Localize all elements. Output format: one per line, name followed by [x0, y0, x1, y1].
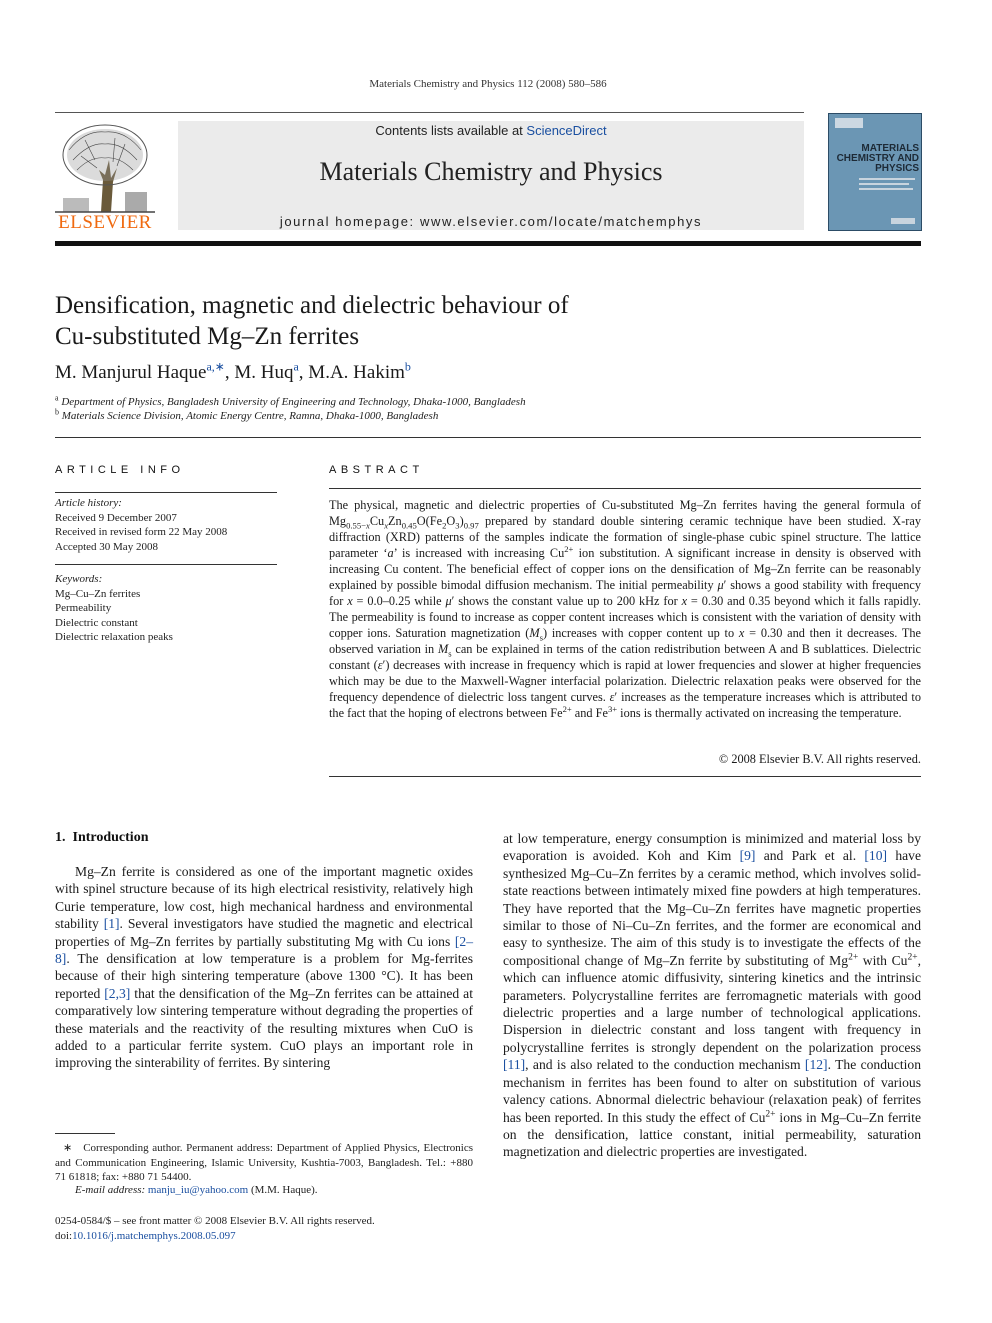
author-name[interactable]: M. Huq [234, 362, 294, 383]
citation-link[interactable]: [9] [739, 848, 756, 864]
cover-title: MATERIALS CHEMISTRY AND PHYSICS [836, 143, 919, 174]
keyword-item: Dielectric constant [55, 616, 138, 629]
elsevier-tree-icon [55, 120, 155, 215]
article-history: Article history: Received 9 December 2007 Received in revised form 22 May 2008 Accepted 30 May 2008 [55, 497, 228, 553]
cover-logo [835, 118, 863, 128]
elsevier-wordmark: ELSEVIER [58, 212, 152, 233]
doi-link[interactable]: 10.1016/j.matchemphys.2008.05.097 [72, 1229, 236, 1242]
keyword-item: Permeability [55, 602, 112, 614]
footnote-corresponding: ∗ Corresponding author. Permanent address: Department of Applied Physics, Electronics and Communication Engineering, Islamic University, Kushtia-7003, Bangladesh. Tel.: +880 71 61818; fax: +880 71 54400. [55, 1142, 474, 1183]
keywords: Keywords: Mg–Cu–Zn ferrites Permeability Dielectric constant Dielectric relaxation peaks [55, 573, 173, 643]
citation-link[interactable]: [10] [864, 848, 888, 864]
front-matter [55, 1214, 375, 1243]
journal-header-box [178, 121, 804, 230]
citation-link[interactable]: [2–8] [55, 933, 473, 967]
author-affil-mark[interactable]: a,∗ [206, 359, 225, 374]
article-title-line2: Cu-substituted Mg–Zn ferrites [55, 323, 360, 350]
keyword-item: Dielectric relaxation peaks [55, 631, 173, 643]
footnote-rule [55, 1133, 115, 1134]
citation-link[interactable]: [1] [103, 916, 120, 932]
author-affil-mark[interactable]: b [404, 359, 411, 374]
header-thick-rule [55, 241, 921, 246]
sciencedirect-link[interactable]: ScienceDirect [526, 123, 607, 138]
affiliation-b: $^b$ Materials Science Division, Atomic Energy Centre, Ramna, Dhaka-1000, Bangladesh [55, 407, 439, 422]
abstract-copyright: © 2008 Elsevier B.V. All rights reserved. [718, 752, 921, 766]
homepage-line [178, 214, 804, 229]
citation-link[interactable]: [11] [503, 1057, 526, 1073]
intro-paragraph-left: Mg–Zn ferrite is considered as one of the important magnetic oxides with spinel structure because of its high electrical resistivity, relatively high Curie temperature, low cost, high mechanical hardness and environmental stability [1]. Several investigators have studied the magnetic and electrical properties of Mg–Zn ferrites by partially substituting Mg with Cu ions [2–8]. The densification at low temperature is a problem for Mg-ferrites because of their high sintering temperature (above 1300 °C). It has been reported [2,3] that the densification of the Mg–Zn ferrites can be attained at comparatively low sintering temperature without degrading the properties of these materials and the reactivity of the resulting mixtures when CuO is added to a particular ferrite system. CuO plays an important role in improving the sinterability of ferrites. By sintering [55, 864, 473, 1071]
author-name[interactable]: M. Manjurul Haque [55, 362, 207, 383]
issn-line: 0254-0584/$ – see front matter © 2008 Elsevier B.V. All rights reserved. [55, 1215, 375, 1227]
journal-title: Materials Chemistry and Physics [319, 157, 663, 186]
email-link[interactable]: manju_iu@yahoo.com [147, 1184, 249, 1196]
author-list: M. Manjurul Haque$^{a,∗}$, M. Huq$^a$, M.A. Hakim$^b$ [55, 359, 411, 383]
footnote-email: E-mail address: manju_iu@yahoo.com (M.M. Haque). [75, 1184, 318, 1196]
author-name[interactable]: M.A. Hakim [308, 362, 405, 383]
article-info-heading: ARTICLE INFO [55, 464, 185, 476]
contents-prefix: Contents lists available at [375, 123, 527, 138]
article-title [55, 290, 569, 352]
citation-link[interactable]: [12] [804, 1057, 828, 1073]
abstract-body: The physical, magnetic and dielectric properties of Cu-substituted Mg–Zn ferrites having the general formula of $Mg_{0.55-x}Cu_xZn_{0.45}O(Fe_2O_3)_{0.97}$ prepared by standard double sintering ceramic technique have been studied. X-ray diffraction (XRD) patterns of the samples indicate the formation of single-phase cubic spinel structure. The lattice parameter ‘a’ is increased with increasing $Cu^{2+}$ ion substitution. A significant increase in density is observed with increasing Cu content. The beneficial effect of copper ions on the densification of Mg–Zn ferrite can be reasonably explained by possible bimodal diffusion mechanism. The initial permeability μ′ shows a good stability with frequency for x = 0.0–0.25 while μ′ shows the constant value up to 200 kHz for x = 0.30 and 0.35 beyond which it falls rapidly. The permeability is found to increase as copper content increases which is consistent with the variation of density with copper ions. Saturation magnetization $(M_s)$ increases with copper content up to x = 0.30 and then it decreases. The observed variation in $M_s$ can be explained in terms of the cation redistribution between A and B sublattices. Dielectric constant (ε′) decreases with increase in frequency which is rapid at lower frequencies and slower at higher frequencies which may be due to the Maxwell-Wagner interfacial polarization. Dielectric relaxation peaks were observed for the frequency dependence of dielectric loss tangent curves. ε′ increases as the temperature increases which is attributed to the fact that the hoping of electrons between $Fe^{2+}$ and $Fe^{3+}$ ions is thermally activated on increasing the temperature. [329, 498, 921, 720]
elsevier-logo[interactable] [55, 120, 155, 232]
keyword-item: Mg–Cu–Zn ferrites [55, 587, 141, 600]
journal-cover-image[interactable] [828, 113, 922, 231]
homepage-link[interactable]: www.elsevier.com/locate/matchemphys [419, 214, 703, 229]
citation-link[interactable]: [2,3] [104, 985, 131, 1001]
affiliations [55, 395, 526, 423]
intro-paragraph-right: at low temperature, energy consumption is minimized and material loss by evaporation is avoided. Koh and Kim [9] and Park et al. [10] have synthesized Mg–Cu–Zn ferrites by a ceramic method, which involves solid-state reactions between intimately mixed fine powders at high temperatures. They have reported that the Mg–Cu–Zn ferrites have magnetic properties similar to those of Ni–Cu–Zn ferrites, and the former are economical and easy to synthesize. The aim of this study is to investigate the effects of the compositional change of Mg–Zn ferrite by substituting of $Mg^{2+}$ with $Cu^{2+}$, which can influence atomic diffusivity, sintering kinetics and the intrinsic parameters. Polycrystalline ferrites are ferromagnetic materials with good dielectric properties and a large number of technological applications. Dispersion in dielectric constant and loss tangent with frequency in polycrystalline ferrites is strongly dependent on the polarization process [11], and is also related to the conduction mechanism [12]. The conduction mechanism in ferrites has been found to alter on substitution of various valency cations. Abnormal dielectric behaviour (relaxation peak) of ferrites has been reported. In this study the effect of $Cu^{2+}$ ions in Mg–Cu–Zn ferrite on the densification, lattice constant, initial permeability, saturation magnetization and dielectric properties are investigated. [503, 831, 922, 1160]
section-rule [55, 437, 921, 438]
affiliation-a: $^a$ Department of Physics, Bangladesh University of Engineering and Technology, Dhaka-1000, Bangladesh [55, 393, 526, 408]
contents-line [178, 123, 804, 138]
journal-reference: Materials Chemistry and Physics 112 (2008) 580–586 [369, 78, 607, 90]
intro-heading: 1. Introduction [55, 830, 149, 845]
doi-line: doi:10.1016/j.matchemphys.2008.05.097 [55, 1229, 236, 1242]
author-affil-mark[interactable]: a [293, 359, 299, 374]
homepage-label: journal homepage: [279, 214, 420, 229]
abstract-heading: ABSTRACT [329, 464, 424, 476]
article-title-line1: Densification, magnetic and dielectric behaviour of [55, 292, 569, 319]
header-top-rule [55, 112, 804, 113]
